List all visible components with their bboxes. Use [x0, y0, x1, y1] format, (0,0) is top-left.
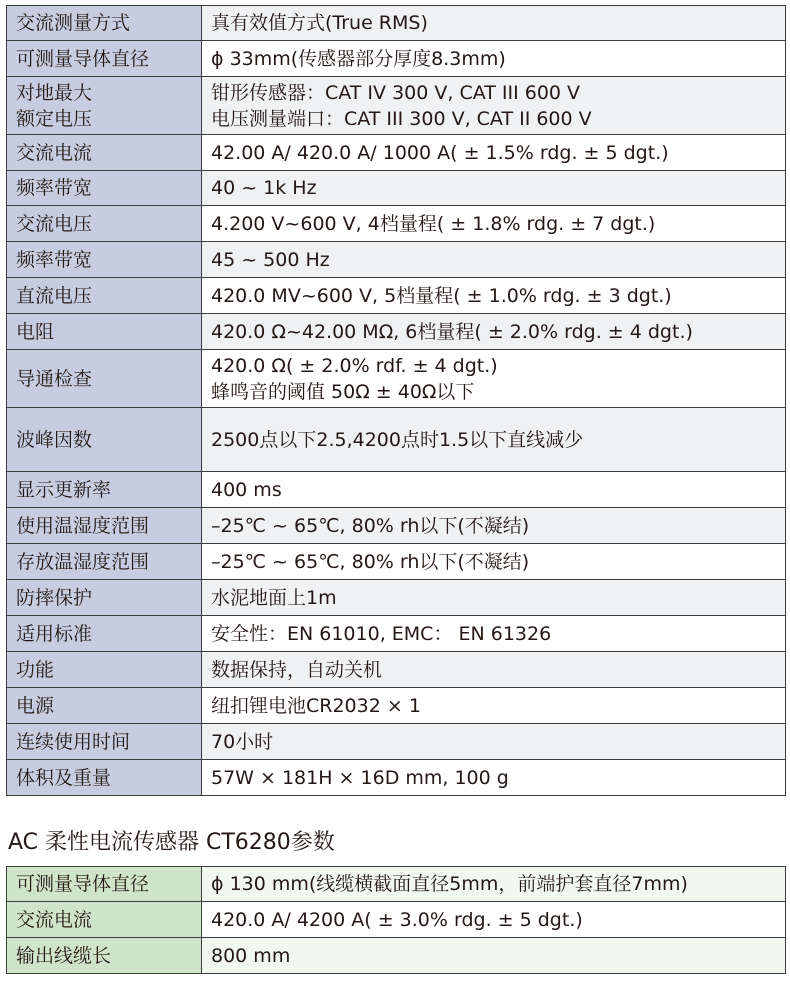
spec-value: 57W × 181H × 16D mm, 100 g: [211, 766, 509, 789]
spec-value: 真有效值方式(True RMS): [211, 12, 428, 34]
spec-row: [7, 77, 786, 135]
sensor-spec-label-cell: [7, 902, 202, 938]
spec-value: 45 ~ 500 Hz: [211, 248, 330, 271]
spec-label-cell: [7, 77, 202, 135]
main-spec-table: [6, 5, 786, 796]
spec-value: 420.0 Ω( ± 2.0% rdf. ± 4 dgt.): [211, 354, 498, 377]
spec-label: 交流测量方式: [16, 12, 131, 34]
spec-label: 电源: [16, 694, 55, 717]
spec-value-cell: [202, 652, 786, 688]
spec-value-cell: [202, 171, 786, 206]
spec-row: [7, 135, 786, 171]
spec-row: [7, 314, 786, 350]
spec-label: 额定电压: [16, 107, 93, 130]
sensor-spec-value-cell: [202, 938, 786, 974]
spec-row: [7, 616, 786, 652]
spec-value-cell: [202, 350, 786, 408]
spec-label: 交流电压: [16, 212, 93, 235]
spec-label-cell: [7, 41, 202, 77]
spec-label-cell: [7, 350, 202, 408]
spec-label: 使用温湿度范围: [16, 514, 150, 537]
sensor-spec-value-cell: [202, 867, 786, 902]
spec-value: 70小时: [211, 730, 274, 753]
spec-label-cell: [7, 652, 202, 688]
spec-value-cell: [202, 408, 786, 472]
spec-value: 电压测量端口：CAT III 300 V, CAT II 600 V: [211, 107, 592, 130]
spec-value: 400 ms: [211, 478, 282, 501]
sensor-spec-label: 可测量导体直径: [16, 873, 150, 895]
spec-label-cell: [7, 580, 202, 616]
spec-value-cell: [202, 41, 786, 77]
sensor-spec-row: [7, 867, 786, 902]
spec-value: –25℃ ~ 65℃, 80% rh以下(不凝结): [211, 514, 530, 537]
spec-row: [7, 544, 786, 580]
spec-value-cell: [202, 206, 786, 242]
spec-label: 可测量导体直径: [16, 47, 150, 70]
spec-value-cell: [202, 616, 786, 652]
spec-row: [7, 688, 786, 724]
spec-label: 存放温湿度范围: [16, 550, 150, 573]
spec-label-cell: [7, 616, 202, 652]
sensor-spec-row: [7, 902, 786, 938]
spec-row: [7, 171, 786, 206]
spec-row: [7, 472, 786, 508]
spec-row: [7, 760, 786, 796]
spec-value-cell: [202, 314, 786, 350]
spec-value-cell: [202, 724, 786, 760]
spec-value: 420.0 Ω~42.00 MΩ, 6档量程( ± 2.0% rdg. ± 4 dgt.): [211, 320, 693, 343]
spec-label-cell: [7, 314, 202, 350]
spec-row: [7, 6, 786, 41]
spec-value: 2500点以下2.5,4200点时1.5以下直线减少: [211, 428, 584, 451]
sensor-spec-label: 交流电流: [16, 908, 93, 931]
spec-value-cell: [202, 242, 786, 278]
sensor-spec-table: [6, 866, 786, 974]
spec-label-cell: [7, 6, 202, 41]
sensor-spec-value: ϕ 130 mm(线缆横截面直径5mm，前端护套直径7mm): [211, 873, 688, 895]
spec-value-cell: [202, 544, 786, 580]
spec-label: 显示更新率: [16, 478, 112, 501]
sensor-spec-label-cell: [7, 867, 202, 902]
spec-label: 交流电流: [16, 141, 93, 164]
spec-row: [7, 580, 786, 616]
spec-label: 导通检查: [16, 367, 93, 390]
spec-label-cell: [7, 171, 202, 206]
spec-value-cell: [202, 472, 786, 508]
spec-value: 安全性：EN 61010, EMC： EN 61326: [211, 622, 552, 645]
sensor-spec-table-body: [7, 867, 786, 974]
spec-label: 连续使用时间: [16, 730, 131, 753]
spec-value: 钳形传感器：CAT IV 300 V, CAT III 600 V: [211, 81, 581, 104]
spec-value: ϕ 33mm(传感器部分厚度8.3mm): [211, 47, 506, 70]
spec-row: [7, 206, 786, 242]
spec-value: 水泥地面上1m: [211, 586, 337, 609]
spec-value-cell: [202, 135, 786, 171]
spec-label: 适用标准: [16, 622, 93, 645]
spec-value: 40 ~ 1k Hz: [211, 177, 317, 199]
spec-label-cell: [7, 242, 202, 278]
spec-label-cell: [7, 724, 202, 760]
sensor-spec-label-cell: [7, 938, 202, 974]
sensor-spec-label: 输出线缆长: [16, 944, 112, 967]
spec-row: [7, 508, 786, 544]
spec-row: [7, 41, 786, 77]
spec-row: [7, 652, 786, 688]
spec-label-cell: [7, 472, 202, 508]
spec-label-cell: [7, 508, 202, 544]
spec-label-cell: [7, 206, 202, 242]
spec-row: [7, 278, 786, 314]
spec-row: [7, 242, 786, 278]
sensor-spec-row: [7, 938, 786, 974]
spec-label-cell: [7, 688, 202, 724]
spec-value-cell: [202, 580, 786, 616]
spec-value: 42.00 A/ 420.0 A/ 1000 A( ± 1.5% rdg. ± 5 dgt.): [211, 141, 669, 164]
sensor-section-title: AC 柔性电流传感器 CT6280参数: [8, 830, 335, 855]
spec-label-cell: [7, 408, 202, 472]
spec-value-cell: [202, 77, 786, 135]
spec-value: 蜂鸣音的阈值 50Ω ± 40Ω以下: [211, 380, 475, 403]
spec-row: [7, 408, 786, 472]
sensor-spec-value-cell: [202, 902, 786, 938]
spec-label-cell: [7, 135, 202, 171]
spec-label: 频率带宽: [16, 248, 93, 271]
spec-label: 频率带宽: [16, 177, 93, 199]
spec-value-cell: [202, 278, 786, 314]
spec-row: [7, 724, 786, 760]
spec-label: 防摔保护: [16, 586, 93, 609]
spec-value-cell: [202, 508, 786, 544]
spec-value-cell: [202, 688, 786, 724]
spec-value: 420.0 MV~600 V, 5档量程( ± 1.0% rdg. ± 3 dgt.): [211, 284, 672, 307]
main-spec-table-body: [7, 6, 786, 796]
spec-label-cell: [7, 278, 202, 314]
spec-value: –25℃ ~ 65℃, 80% rh以下(不凝结): [211, 550, 530, 573]
spec-label: 直流电压: [16, 284, 93, 307]
spec-label: 波峰因数: [16, 428, 93, 451]
spec-value-cell: [202, 6, 786, 41]
spec-value: 数据保持，自动关机: [211, 658, 383, 681]
spec-value: 纽扣锂电池CR2032 × 1: [211, 694, 421, 717]
spec-label: 对地最大: [16, 81, 93, 104]
spec-row: [7, 350, 786, 408]
spec-label: 体积及重量: [16, 766, 112, 789]
spec-value-cell: [202, 760, 786, 796]
spec-label-cell: [7, 760, 202, 796]
spec-label: 功能: [16, 658, 55, 681]
sensor-spec-value: 420.0 A/ 4200 A( ± 3.0% rdg. ± 5 dgt.): [211, 908, 583, 931]
spec-label-cell: [7, 544, 202, 580]
spec-label: 电阻: [16, 320, 55, 343]
sensor-spec-value: 800 mm: [211, 944, 291, 967]
spec-value: 4.200 V~600 V, 4档量程( ± 1.8% rdg. ± 7 dgt.): [211, 212, 656, 235]
